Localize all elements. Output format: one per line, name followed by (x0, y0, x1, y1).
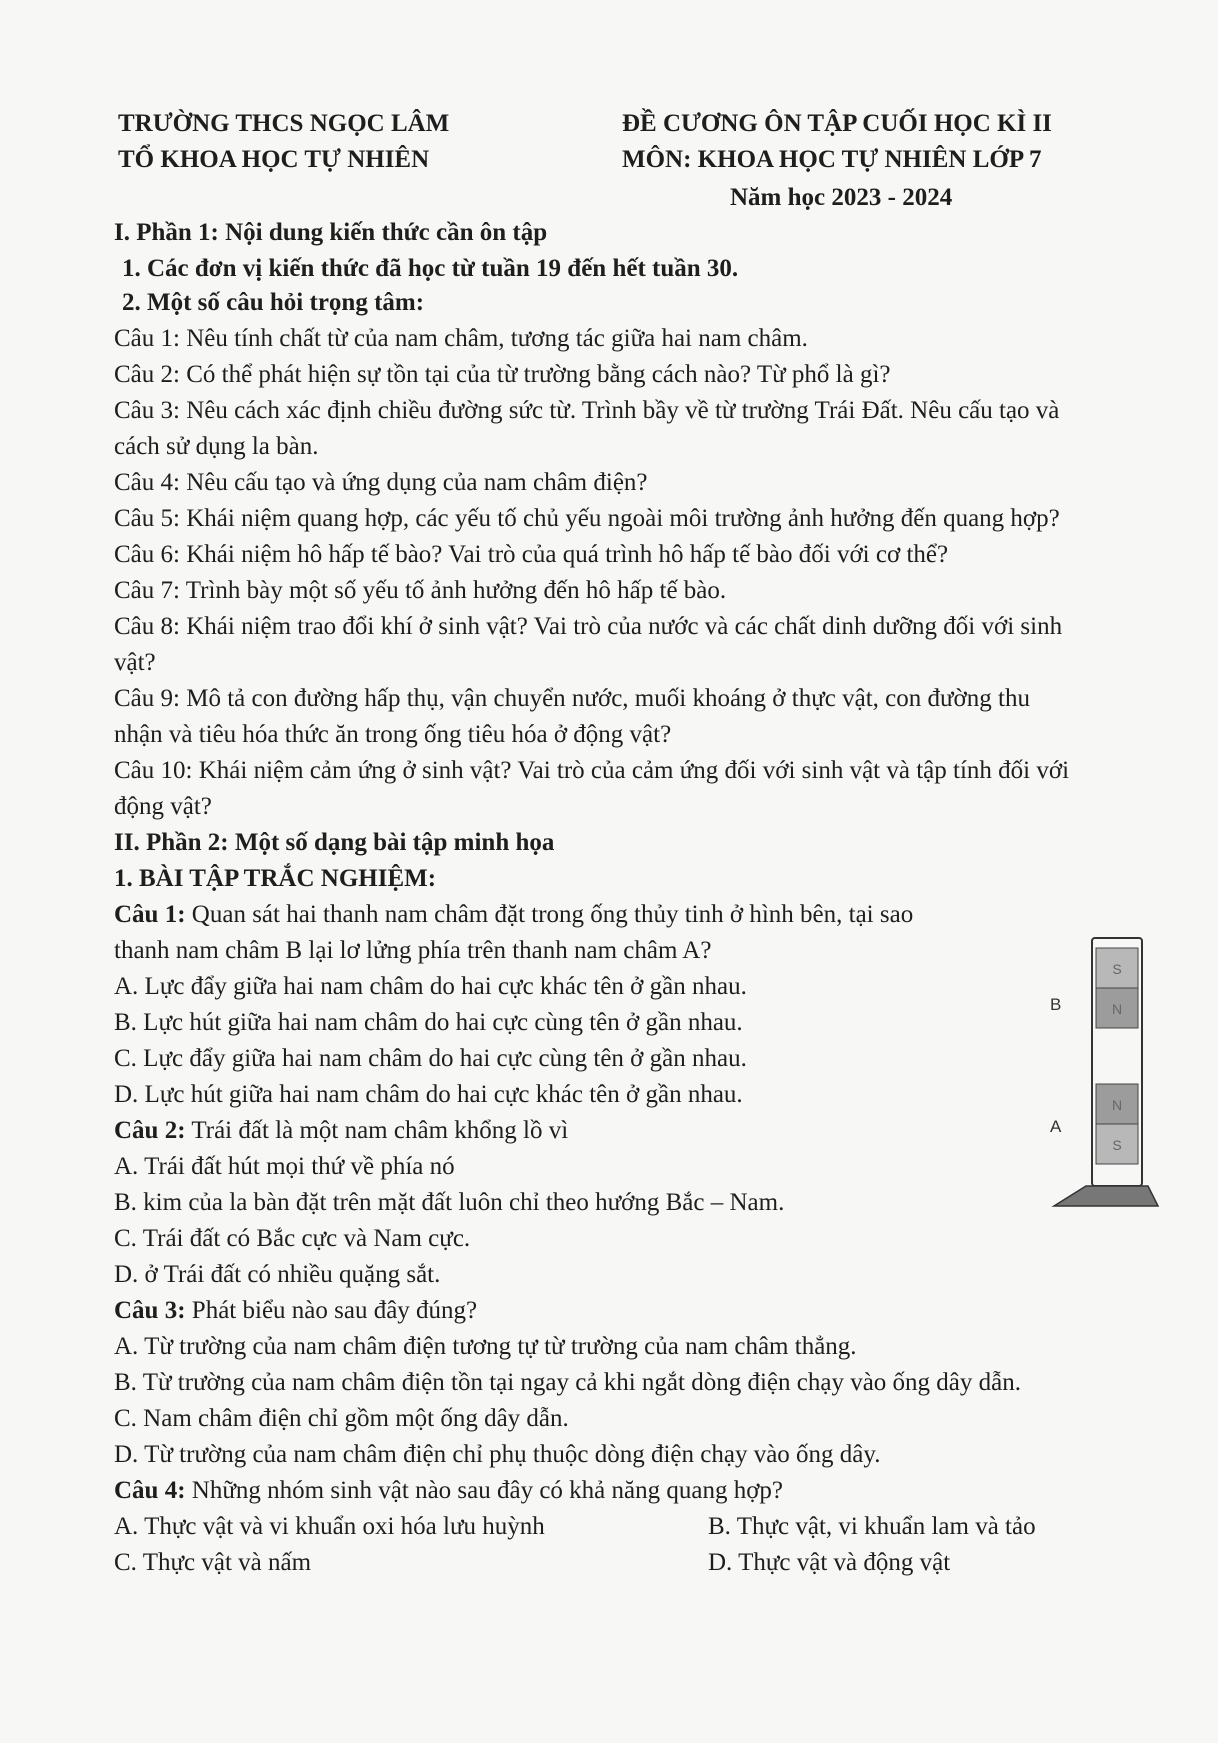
review-question-line: Câu 2: Có thể phát hiện sự tồn tại của từ trường bằng cách nào? Từ phổ là gì? (114, 361, 891, 388)
question-3 (114, 1296, 477, 1326)
answer-option: B. Từ trường của nam châm điện tồn tại ngay cả khi ngắt dòng điện chạy vào ống dây dẫn. (114, 1369, 1021, 1396)
review-question-line: vật? (114, 649, 156, 676)
question-1 (114, 900, 913, 930)
document-title: ĐỀ CƯƠNG ÔN TẬP CUỐI HỌC KÌ II (622, 110, 1052, 137)
review-question-line: Câu 1: Nêu tính chất từ của nam châm, tương tác giữa hai nam châm. (114, 325, 808, 352)
answer-option: C. Trái đất có Bắc cực và Nam cực. (114, 1225, 471, 1252)
review-question-line: Câu 7: Trình bày một số yếu tố ảnh hưởng đến hô hấp tế bào. (114, 577, 727, 604)
answer-option: C. Nam châm điện chỉ gồm một ống dây dẫn. (114, 1405, 569, 1432)
magnet-tube-figure (1040, 934, 1160, 1214)
review-question-line: Câu 4: Nêu cấu tạo và ứng dụng của nam châm điện? (114, 469, 648, 496)
question-label: Câu 4: (114, 1477, 186, 1504)
school-year: Năm học 2023 - 2024 (730, 184, 953, 211)
answer-option: C. Thực vật và nấm (114, 1549, 312, 1576)
answer-option: A. Lực đẩy giữa hai nam châm do hai cực khác tên ở gần nhau. (114, 973, 747, 1000)
question-text: Quan sát hai thanh nam châm đặt trong ống thủy tinh ở hình bên, tại sao (185, 901, 914, 928)
review-question-line: cách sử dụng la bàn. (114, 433, 319, 460)
question-label: Câu 1: (114, 901, 186, 928)
question-2 (114, 1116, 568, 1146)
answer-option: B. Lực hút giữa hai nam châm do hai cực cùng tên ở gần nhau. (114, 1009, 743, 1036)
answer-option: B. kim của la bàn đặt trên mặt đất luôn chỉ theo hướng Bắc – Nam. (114, 1189, 785, 1216)
question-text-cont: thanh nam châm B lại lơ lửng phía trên thanh nam châm A? (114, 937, 712, 964)
answer-option: D. Lực hút giữa hai nam châm do hai cực khác tên ở gần nhau. (114, 1081, 743, 1108)
part1-item1: 1. Các đơn vị kiến thức đã học từ tuần 19 đến hết tuần 30. (122, 255, 739, 282)
magnet-a-top-pole: N (1111, 1097, 1123, 1113)
answer-option: A. Trái đất hút mọi thứ về phía nó (114, 1153, 455, 1180)
answer-option: D. Từ trường của nam châm điện chỉ phụ thuộc dòng điện chạy vào ống dây. (114, 1441, 881, 1468)
question-label: Câu 3: (114, 1297, 186, 1324)
school-name: TRƯỜNG THCS NGỌC LÂM (118, 110, 450, 137)
answer-option: A. Thực vật và vi khuẩn oxi hóa lưu huỳnh (114, 1513, 545, 1540)
magnet-a-bottom-pole: S (1112, 1137, 1122, 1153)
answer-option: C. Lực đẩy giữa hai nam châm do hai cực cùng tên ở gần nhau. (114, 1045, 747, 1072)
review-question-line: nhận và tiêu hóa thức ăn trong ống tiêu hóa ở động vật? (114, 721, 672, 748)
review-question-line: động vật? (114, 793, 212, 820)
question-text: Trái đất là một nam châm khổng lồ vì (185, 1117, 569, 1144)
question-4 (114, 1476, 783, 1506)
question-label: Câu 2: (114, 1117, 186, 1144)
answer-option: A. Từ trường của nam châm điện tương tự từ trường của nam châm thẳng. (114, 1333, 857, 1360)
subject-title: MÔN: KHOA HỌC TỰ NHIÊN LỚP 7 (622, 146, 1042, 173)
part1-item2: 2. Một số câu hỏi trọng tâm: (122, 289, 425, 316)
answer-option: D. ở Trái đất có nhiều quặng sắt. (114, 1261, 441, 1288)
magnet-b-top-pole: S (1112, 961, 1122, 977)
answer-option: B. Thực vật, vi khuẩn lam và tảo (708, 1513, 1036, 1540)
tube-base (1054, 1186, 1158, 1206)
part2-subheading: 1. BÀI TẬP TRẮC NGHIỆM: (114, 865, 437, 892)
answer-option: D. Thực vật và động vật (708, 1549, 951, 1576)
review-question-line: Câu 9: Mô tả con đường hấp thụ, vận chuyển nước, muối khoáng ở thực vật, con đường thu (114, 685, 1030, 712)
part1-heading: I. Phần 1: Nội dung kiến thức cần ôn tập (114, 219, 548, 246)
review-question-line: Câu 3: Nêu cách xác định chiều đường sức từ. Trình bầy về từ trường Trái Đất. Nêu cấu tạo và (114, 397, 1060, 424)
question-text: Những nhóm sinh vật nào sau đây có khả năng quang hợp? (185, 1477, 784, 1504)
label-b: B (1050, 995, 1062, 1014)
part2-heading: II. Phần 2: Một số dạng bài tập minh họa (114, 829, 555, 856)
review-question-line: Câu 8: Khái niệm trao đổi khí ở sinh vật? Vai trò của nước và các chất dinh dưỡng đối với sinh (114, 613, 1063, 640)
review-question-line: Câu 6: Khái niệm hô hấp tế bào? Vai trò của quá trình hô hấp tế bào đối với cơ thể? (114, 541, 949, 568)
magnet-b-bottom-pole: N (1111, 1001, 1123, 1017)
review-question-line: Câu 10: Khái niệm cảm ứng ở sinh vật? Vai trò của cảm ứng đối với sinh vật và tập tính đối với (114, 757, 1070, 784)
question-text: Phát biểu nào sau đây đúng? (185, 1297, 478, 1324)
department-name: TỔ KHOA HỌC TỰ NHIÊN (118, 146, 430, 173)
review-question-line: Câu 5: Khái niệm quang hợp, các yếu tố chủ yếu ngoài môi trường ảnh hưởng đến quang hợp? (114, 505, 1060, 532)
label-a: A (1050, 1117, 1062, 1136)
